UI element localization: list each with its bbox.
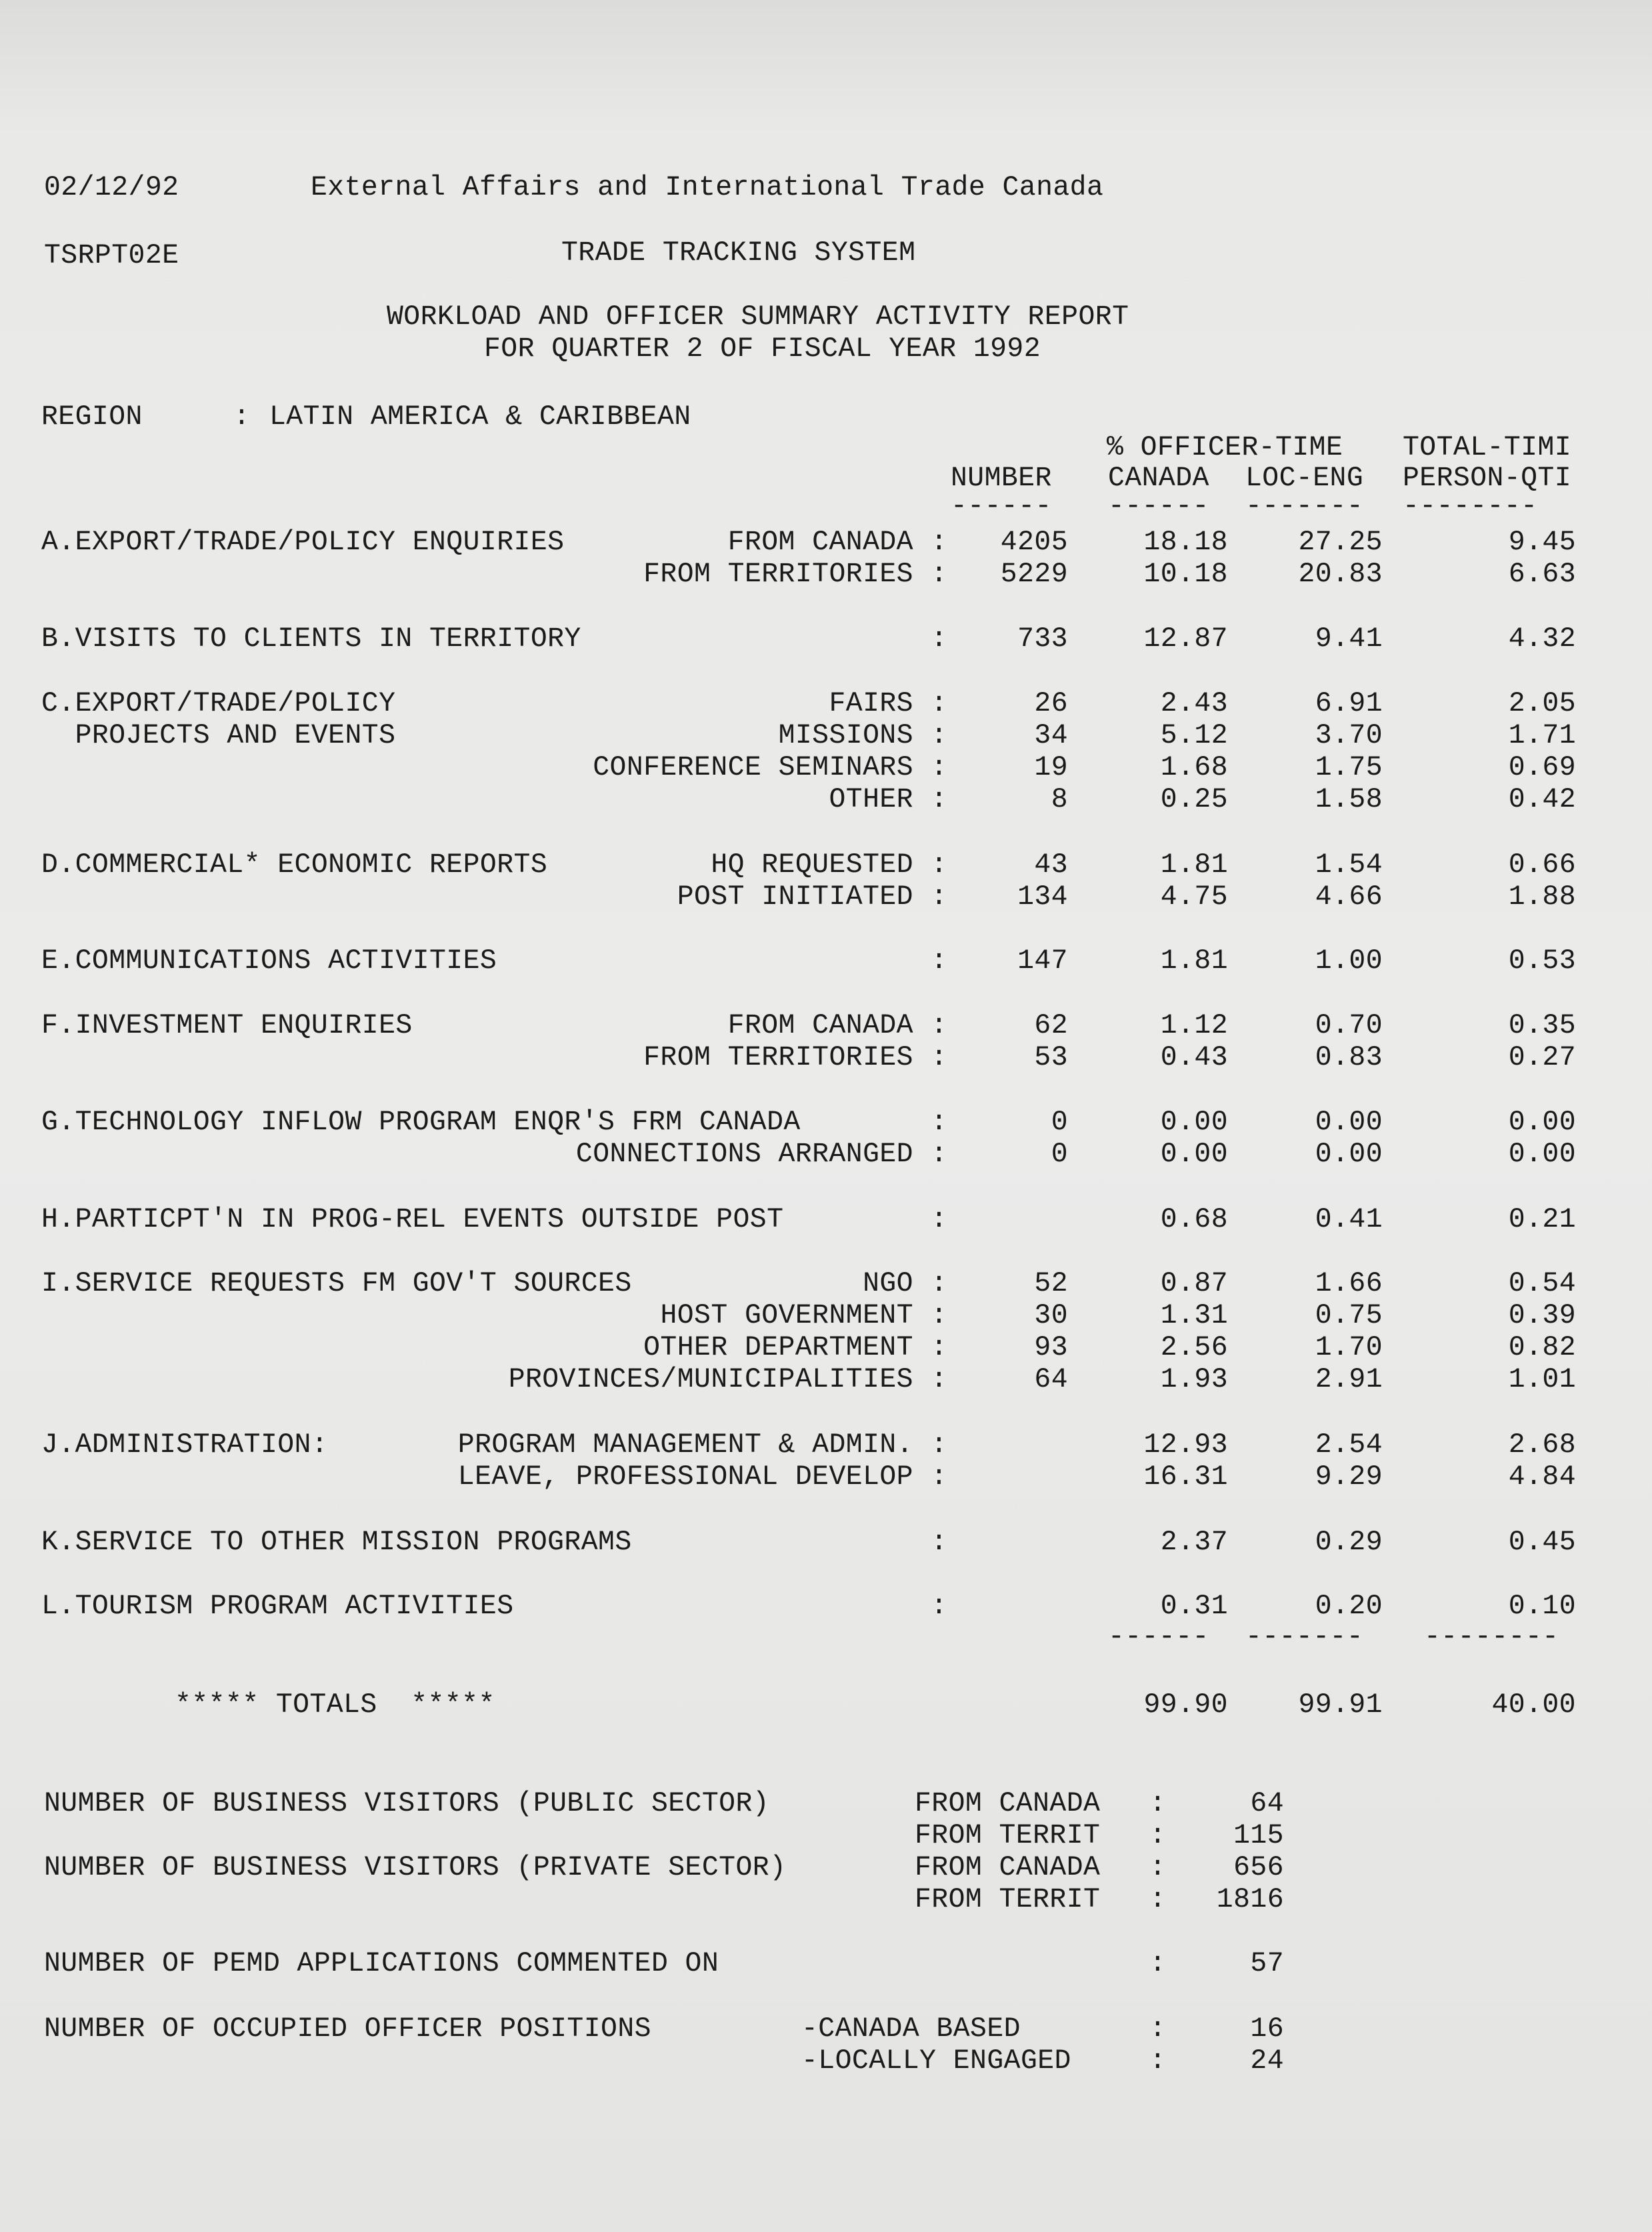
totals-person: 40.00	[1491, 1689, 1576, 1721]
totals-person-dash: --------	[1424, 1621, 1559, 1653]
row-number: 52	[1034, 1268, 1068, 1299]
footer-colon: :	[1149, 1820, 1167, 1851]
row-colon: :	[931, 1364, 948, 1395]
row-canada-pct: 2.56	[1160, 1332, 1228, 1363]
row-loceng-pct: 0.83	[1315, 1042, 1383, 1073]
col-canada-header: CANADA	[1108, 463, 1209, 494]
footer-sublabel: FROM TERRIT	[915, 1884, 1101, 1915]
row-person-qtr: 0.66	[1508, 849, 1576, 881]
row-loceng-pct: 1.58	[1315, 784, 1383, 815]
region-label: REGION	[41, 401, 143, 433]
row-colon: :	[931, 1107, 948, 1138]
row-canada-pct: 0.00	[1160, 1107, 1228, 1138]
row-loceng-pct: 0.75	[1315, 1300, 1383, 1331]
row-category: D.COMMERCIAL* ECONOMIC REPORTS	[41, 849, 548, 881]
row-loceng-pct: 9.41	[1315, 623, 1383, 655]
row-loceng-pct: 0.00	[1315, 1139, 1383, 1170]
row-canada-pct: 16.31	[1143, 1461, 1228, 1493]
totals-canada-dash: ------	[1108, 1621, 1209, 1653]
row-subcategory: PROGRAM MANAGEMENT & ADMIN.	[457, 1429, 913, 1461]
row-person-qtr: 0.10	[1508, 1591, 1576, 1622]
footer-colon: :	[1149, 1852, 1167, 1883]
col-loceng-header: LOC-ENG	[1245, 463, 1364, 494]
col-person-dash: --------	[1403, 491, 1538, 522]
col-person-header: PERSON-QTI	[1403, 463, 1572, 494]
row-person-qtr: 1.71	[1508, 720, 1576, 751]
row-colon: :	[931, 784, 948, 815]
organization-name: External Affairs and International Trade Canada	[311, 172, 1104, 203]
row-canada-pct: 4.75	[1160, 881, 1228, 913]
footer-label: NUMBER OF PEMD APPLICATIONS COMMENTED ON	[44, 1948, 719, 1979]
row-subcategory: HQ REQUESTED	[711, 849, 913, 881]
row-person-qtr: 4.84	[1508, 1461, 1576, 1493]
footer-value: 115	[1233, 1820, 1284, 1851]
row-subcategory: FROM CANADA	[727, 1010, 913, 1041]
row-person-qtr: 9.45	[1508, 527, 1576, 558]
row-canada-pct: 12.87	[1143, 623, 1228, 655]
row-category: L.TOURISM PROGRAM ACTIVITIES	[41, 1591, 514, 1622]
row-colon: :	[931, 1527, 948, 1558]
footer-label: NUMBER OF BUSINESS VISITORS (PRIVATE SECTOR)	[44, 1852, 787, 1883]
row-loceng-pct: 4.66	[1315, 881, 1383, 913]
row-person-qtr: 0.45	[1508, 1527, 1576, 1558]
row-person-qtr: 2.05	[1508, 688, 1576, 719]
row-person-qtr: 0.35	[1508, 1010, 1576, 1041]
row-person-qtr: 2.68	[1508, 1429, 1576, 1461]
row-loceng-pct: 1.75	[1315, 752, 1383, 783]
row-number: 53	[1034, 1042, 1068, 1073]
col-loceng-dash: -------	[1245, 491, 1364, 522]
row-canada-pct: 0.68	[1160, 1204, 1228, 1235]
row-loceng-pct: 0.29	[1315, 1527, 1383, 1558]
row-colon: :	[931, 1010, 948, 1041]
row-colon: :	[931, 623, 948, 655]
row-colon: :	[931, 688, 948, 719]
row-colon: :	[931, 849, 948, 881]
row-person-qtr: 0.54	[1508, 1268, 1576, 1299]
row-category: H.PARTICPT'N IN PROG-REL EVENTS OUTSIDE POST	[41, 1204, 784, 1235]
row-colon: :	[931, 1591, 948, 1622]
row-canada-pct: 0.25	[1160, 784, 1228, 815]
row-number: 4205	[1000, 527, 1068, 558]
row-number: 733	[1017, 623, 1068, 655]
row-category: C.EXPORT/TRADE/POLICY	[41, 688, 396, 719]
row-category: B.VISITS TO CLIENTS IN TERRITORY	[41, 623, 581, 655]
row-colon: :	[931, 1042, 948, 1073]
row-canada-pct: 18.18	[1143, 527, 1228, 558]
row-subcategory: POST INITIATED	[677, 881, 913, 913]
row-loceng-pct: 1.70	[1315, 1332, 1383, 1363]
row-loceng-pct: 9.29	[1315, 1461, 1383, 1493]
row-subcategory: CONNECTIONS ARRANGED	[575, 1139, 913, 1170]
row-subcategory: FROM TERRITORIES	[643, 1042, 913, 1073]
row-person-qtr: 1.88	[1508, 881, 1576, 913]
row-person-qtr: 0.39	[1508, 1300, 1576, 1331]
row-category: I.SERVICE REQUESTS FM GOV'T SOURCES	[41, 1268, 632, 1299]
row-loceng-pct: 20.83	[1298, 559, 1383, 590]
footer-colon: :	[1149, 2013, 1167, 2045]
row-colon: :	[931, 1429, 948, 1461]
totals-loceng: 99.91	[1298, 1689, 1383, 1721]
row-canada-pct: 1.81	[1160, 945, 1228, 977]
row-number: 93	[1034, 1332, 1068, 1363]
footer-sublabel: -CANADA BASED	[801, 2013, 1021, 2045]
region-sep: :	[233, 401, 251, 433]
row-subcategory: OTHER DEPARTMENT	[643, 1332, 913, 1363]
row-colon: :	[931, 527, 948, 558]
row-number: 0	[1051, 1139, 1068, 1170]
row-colon: :	[931, 1268, 948, 1299]
row-canada-pct: 1.12	[1160, 1010, 1228, 1041]
row-canada-pct: 0.00	[1160, 1139, 1228, 1170]
footer-colon: :	[1149, 1788, 1167, 1819]
row-person-qtr: 1.01	[1508, 1364, 1576, 1395]
row-subcategory: HOST GOVERNMENT	[660, 1300, 913, 1331]
footer-colon: :	[1149, 1884, 1167, 1915]
row-colon: :	[931, 1139, 948, 1170]
row-loceng-pct: 3.70	[1315, 720, 1383, 751]
row-person-qtr: 0.00	[1508, 1107, 1576, 1138]
row-number: 0	[1051, 1107, 1068, 1138]
totals-loceng-dash: -------	[1245, 1621, 1364, 1653]
row-subcategory: FROM TERRITORIES	[643, 559, 913, 590]
row-canada-pct: 2.37	[1160, 1527, 1228, 1558]
row-number: 30	[1034, 1300, 1068, 1331]
row-subcategory: FAIRS	[829, 688, 913, 719]
row-loceng-pct: 1.54	[1315, 849, 1383, 881]
row-canada-pct: 0.87	[1160, 1268, 1228, 1299]
row-canada-pct: 10.18	[1143, 559, 1228, 590]
footer-colon: :	[1149, 1948, 1167, 1979]
row-canada-pct: 1.31	[1160, 1300, 1228, 1331]
row-loceng-pct: 0.70	[1315, 1010, 1383, 1041]
row-category: J.ADMINISTRATION:	[41, 1429, 329, 1461]
totals-label: ***** TOTALS *****	[175, 1689, 495, 1721]
row-subcategory: PROVINCES/MUNICIPALITIES	[508, 1364, 913, 1395]
row-colon: :	[931, 881, 948, 913]
footer-sublabel: FROM TERRIT	[915, 1820, 1101, 1851]
row-category: F.INVESTMENT ENQUIRIES	[41, 1010, 413, 1041]
footer-value: 1816	[1216, 1884, 1284, 1915]
row-category: G.TECHNOLOGY INFLOW PROGRAM ENQR'S FRM CANADA	[41, 1107, 801, 1138]
row-colon: :	[931, 720, 948, 751]
footer-value: 16	[1250, 2013, 1284, 2045]
row-person-qtr: 0.53	[1508, 945, 1576, 977]
row-subcategory: CONFERENCE SEMINARS	[593, 752, 913, 783]
row-colon: :	[931, 752, 948, 783]
row-colon: :	[931, 1204, 948, 1235]
row-category: PROJECTS AND EVENTS	[41, 720, 396, 751]
row-colon: :	[931, 559, 948, 590]
system-name: TRADE TRACKING SYSTEM	[561, 237, 916, 269]
row-number: 8	[1051, 784, 1068, 815]
row-canada-pct: 0.31	[1160, 1591, 1228, 1622]
row-canada-pct: 1.81	[1160, 849, 1228, 881]
row-loceng-pct: 0.00	[1315, 1107, 1383, 1138]
row-number: 64	[1034, 1364, 1068, 1395]
row-loceng-pct: 1.00	[1315, 945, 1383, 977]
report-id: TSRPT02E	[44, 240, 179, 271]
row-category: A.EXPORT/TRADE/POLICY ENQUIRIES	[41, 527, 565, 558]
col-number-header: NUMBER	[951, 463, 1052, 494]
row-person-qtr: 0.00	[1508, 1139, 1576, 1170]
row-subcategory: MISSIONS	[778, 720, 913, 751]
row-canada-pct: 0.43	[1160, 1042, 1228, 1073]
row-canada-pct: 1.93	[1160, 1364, 1228, 1395]
row-canada-pct: 2.43	[1160, 688, 1228, 719]
footer-value: 57	[1250, 1948, 1284, 1979]
report-date: 02/12/92	[44, 172, 179, 203]
row-canada-pct: 1.68	[1160, 752, 1228, 783]
row-colon: :	[931, 1300, 948, 1331]
row-subcategory: OTHER	[829, 784, 913, 815]
row-subcategory: LEAVE, PROFESSIONAL DEVELOP	[457, 1461, 913, 1493]
row-number: 62	[1034, 1010, 1068, 1041]
row-number: 134	[1017, 881, 1068, 913]
row-person-qtr: 0.27	[1508, 1042, 1576, 1073]
row-subcategory: FROM CANADA	[727, 527, 913, 558]
region-value: LATIN AMERICA & CARIBBEAN	[269, 401, 691, 433]
row-canada-pct: 12.93	[1143, 1429, 1228, 1461]
footer-sublabel: -LOCALLY ENGAGED	[801, 2045, 1071, 2077]
footer-value: 656	[1233, 1852, 1284, 1883]
row-loceng-pct: 27.25	[1298, 527, 1383, 558]
row-subcategory: NGO	[863, 1268, 913, 1299]
row-number: 19	[1034, 752, 1068, 783]
row-colon: :	[931, 1332, 948, 1363]
footer-value: 24	[1250, 2045, 1284, 2077]
footer-label: NUMBER OF BUSINESS VISITORS (PUBLIC SECTOR)	[44, 1788, 770, 1819]
footer-value: 64	[1250, 1788, 1284, 1819]
row-category: K.SERVICE TO OTHER MISSION PROGRAMS	[41, 1527, 632, 1558]
row-canada-pct: 5.12	[1160, 720, 1228, 751]
row-person-qtr: 6.63	[1508, 559, 1576, 590]
footer-colon: :	[1149, 2045, 1167, 2077]
row-number: 26	[1034, 688, 1068, 719]
footer-label: NUMBER OF OCCUPIED OFFICER POSITIONS	[44, 2013, 651, 2045]
footer-sublabel: FROM CANADA	[915, 1852, 1101, 1883]
row-loceng-pct: 0.20	[1315, 1591, 1383, 1622]
row-number: 5229	[1000, 559, 1068, 590]
footer-sublabel: FROM CANADA	[915, 1788, 1101, 1819]
col-canada-dash: ------	[1108, 491, 1209, 522]
row-loceng-pct: 1.66	[1315, 1268, 1383, 1299]
row-loceng-pct: 2.91	[1315, 1364, 1383, 1395]
row-colon: :	[931, 945, 948, 977]
total-time-header: TOTAL-TIMI	[1403, 432, 1572, 463]
row-loceng-pct: 6.91	[1315, 688, 1383, 719]
row-person-qtr: 0.69	[1508, 752, 1576, 783]
report-title-line2: FOR QUARTER 2 OF FISCAL YEAR 1992	[484, 333, 1041, 365]
row-person-qtr: 4.32	[1508, 623, 1576, 655]
row-number: 34	[1034, 720, 1068, 751]
row-number: 147	[1017, 945, 1068, 977]
row-number: 43	[1034, 849, 1068, 881]
totals-canada: 99.90	[1143, 1689, 1228, 1721]
row-person-qtr: 0.21	[1508, 1204, 1576, 1235]
col-number-dash: ------	[951, 491, 1052, 522]
report-title-line1: WORKLOAD AND OFFICER SUMMARY ACTIVITY REPORT	[387, 301, 1129, 333]
row-loceng-pct: 0.41	[1315, 1204, 1383, 1235]
row-colon: :	[931, 1461, 948, 1493]
pct-officer-time-header: % OFFICER-TIME	[1107, 432, 1343, 463]
row-loceng-pct: 2.54	[1315, 1429, 1383, 1461]
row-category: E.COMMUNICATIONS ACTIVITIES	[41, 945, 497, 977]
row-person-qtr: 0.42	[1508, 784, 1576, 815]
row-person-qtr: 0.82	[1508, 1332, 1576, 1363]
